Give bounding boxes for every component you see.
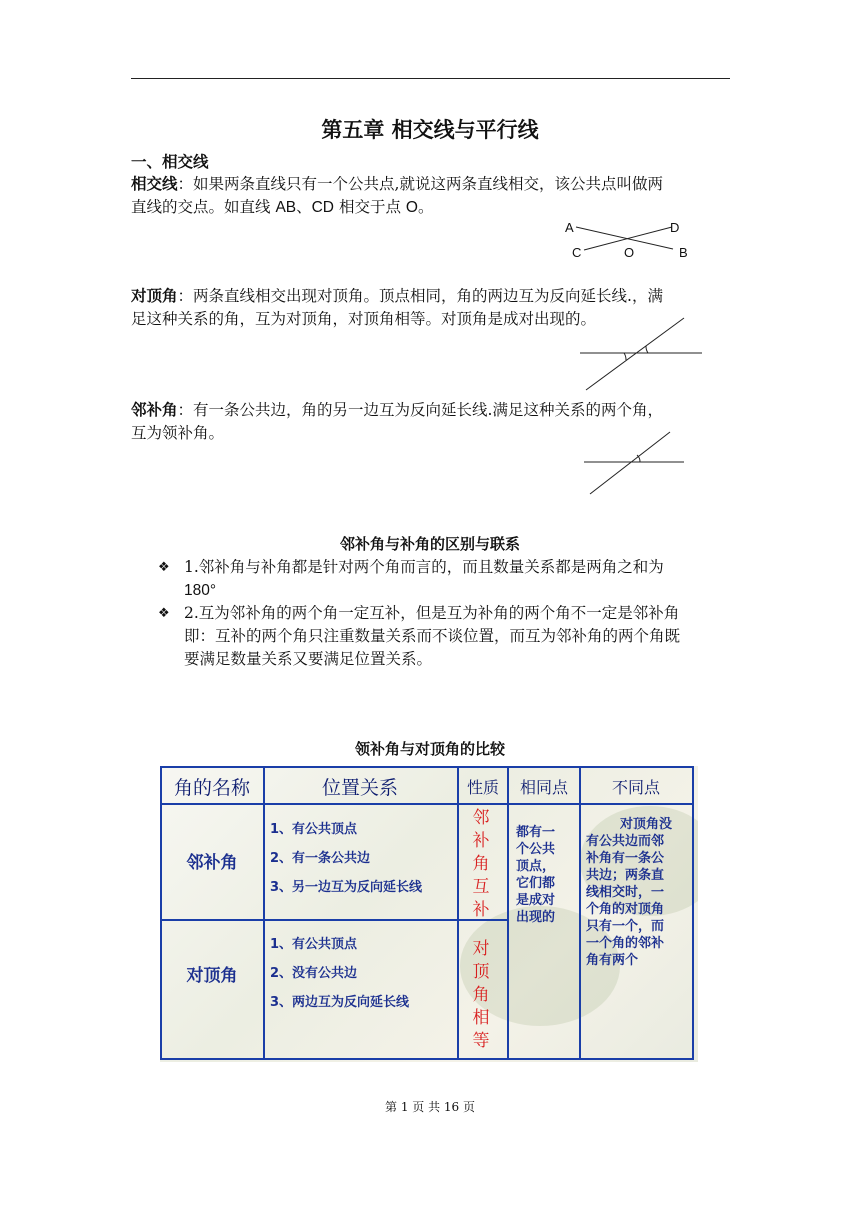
different-point [586,816,692,969]
angle-arc-2 [646,346,648,353]
table-border [160,803,694,805]
diff-item-2 [158,602,732,671]
page-footer: 第 1 页 共 16 页 [385,1100,475,1114]
diff-line: 补角有一条公 [586,851,665,866]
same-line: 顶点， [516,859,556,874]
intersect-line2a: 直线的交点。如直线 [131,198,276,216]
item2-line2: 即：互补的两个角只注重数量关系而不谈位置，而互为邻补角的两个角既 [184,627,681,645]
item1-line1: 1.邻补角与补角都是针对两个角而言的，而且数量关系都是两角之和为 [184,558,664,576]
header-same: 相同点 [519,778,568,797]
row1-pos-2: 2、有一条公共边 [270,851,371,866]
diff-line: 线相交时，一 [586,885,665,900]
angle-arc-1 [624,353,626,360]
same-line: 出现的 [516,910,556,925]
vertical-line1: ：两条直线相交出现对顶角。顶点相同，角的两边互为反向延长线.，满 [177,287,663,305]
row2-pos-3: 3、两边互为反向延长线 [270,995,410,1010]
row1-position [270,815,456,902]
intersect-line2e: 。 [417,198,434,216]
table-border [692,766,694,1060]
intersect-paragraph [131,173,731,219]
label-c: C [572,245,582,260]
diff-line: 个角的对顶角 [586,902,665,917]
same-line: 它们都 [516,876,556,891]
table-border [160,919,508,921]
diff-line: 有公共边而邻 [586,834,665,849]
diff-line: 角有两个 [586,953,639,968]
adjacent-term: 邻补角 [131,401,178,419]
label-d: D [670,220,680,235]
intersect-line2c: 相交于点 [334,198,406,216]
slanted-line [586,318,684,390]
bullet-icon: ❖ [158,560,170,575]
table-border [507,766,509,1060]
table-border [160,766,162,1060]
intersect-line2b: AB、CD [275,199,335,216]
row2-pos-1: 1、有公共顶点 [270,937,358,952]
diff-line: 只有一个，而 [586,919,665,934]
adjacent-line2: 互为领补角。 [131,424,225,442]
diff-line: 对顶角没 [620,817,673,832]
compare-title: 领补角与对顶角的比较 [354,740,505,758]
intersect-line1: ：如果两条直线只有一个公共点,就说这两条直线相交，该公共点叫做两 [177,175,663,193]
row2-property: 对顶角相等 [472,939,490,1051]
vertical-term: 对顶角 [131,287,178,305]
row1-property: 邻补角互补 [472,808,490,920]
diff-line: 共边；两条直 [586,868,665,883]
row1-pos-1: 1、有公共顶点 [270,822,358,837]
table-border [457,766,459,1060]
table-border [263,766,265,1060]
comparison-table [160,766,698,1062]
header-name: 角的名称 [173,777,250,799]
diff-line: 一个角的邻补 [586,936,665,951]
table-border [160,1058,694,1060]
chapter-title: 第五章 相交线与平行线 [321,118,539,142]
intersect-term: 相交线 [131,175,178,193]
vertical-line2: 足这种关系的角，互为对顶角，对顶角相等。对顶角是成对出现的。 [131,310,597,328]
same-line: 是成对 [516,893,556,908]
row1-pos-3: 3、另一边互为反向延长线 [270,880,423,895]
same-point [516,824,576,926]
label-o: O [624,245,635,260]
label-b: B [679,245,688,260]
section-heading: 一、相交线 [131,153,209,171]
header-rule [131,78,730,79]
vertical-angle-figure [576,314,706,394]
item1-line2: 180° [184,582,217,599]
slanted-line [590,432,670,494]
item2-line3: 要满足数量关系又要满足位置关系。 [184,650,433,668]
intersecting-lines-figure [560,216,700,264]
row2-position [270,930,456,1017]
row2-pos-2: 2、没有公共边 [270,966,358,981]
table-border [160,766,694,768]
adjacent-line1: ：有一条公共边，角的另一边互为反向延长线.满足这种关系的两个角， [177,401,663,419]
bullet-icon: ❖ [158,606,170,621]
header-diff: 不同点 [611,778,660,797]
header-property: 性质 [466,778,499,797]
item2-line1: 2.互为邻补角的两个角一定互补，但是互为补角的两个角不一定是邻补角 [184,604,680,622]
same-line: 都有一 [516,825,556,840]
same-line: 个公共 [516,842,556,857]
row1-name: 邻补角 [186,853,238,873]
intersect-line2d: O [405,199,418,216]
row2-name: 对顶角 [186,966,238,986]
header-position: 位置关系 [321,777,398,799]
diff-item-1 [158,556,732,602]
diff-title: 邻补角与补角的区别与联系 [339,535,520,553]
label-a: A [565,220,574,235]
table-border [579,766,581,1060]
adjacent-angle-figure [580,428,700,498]
